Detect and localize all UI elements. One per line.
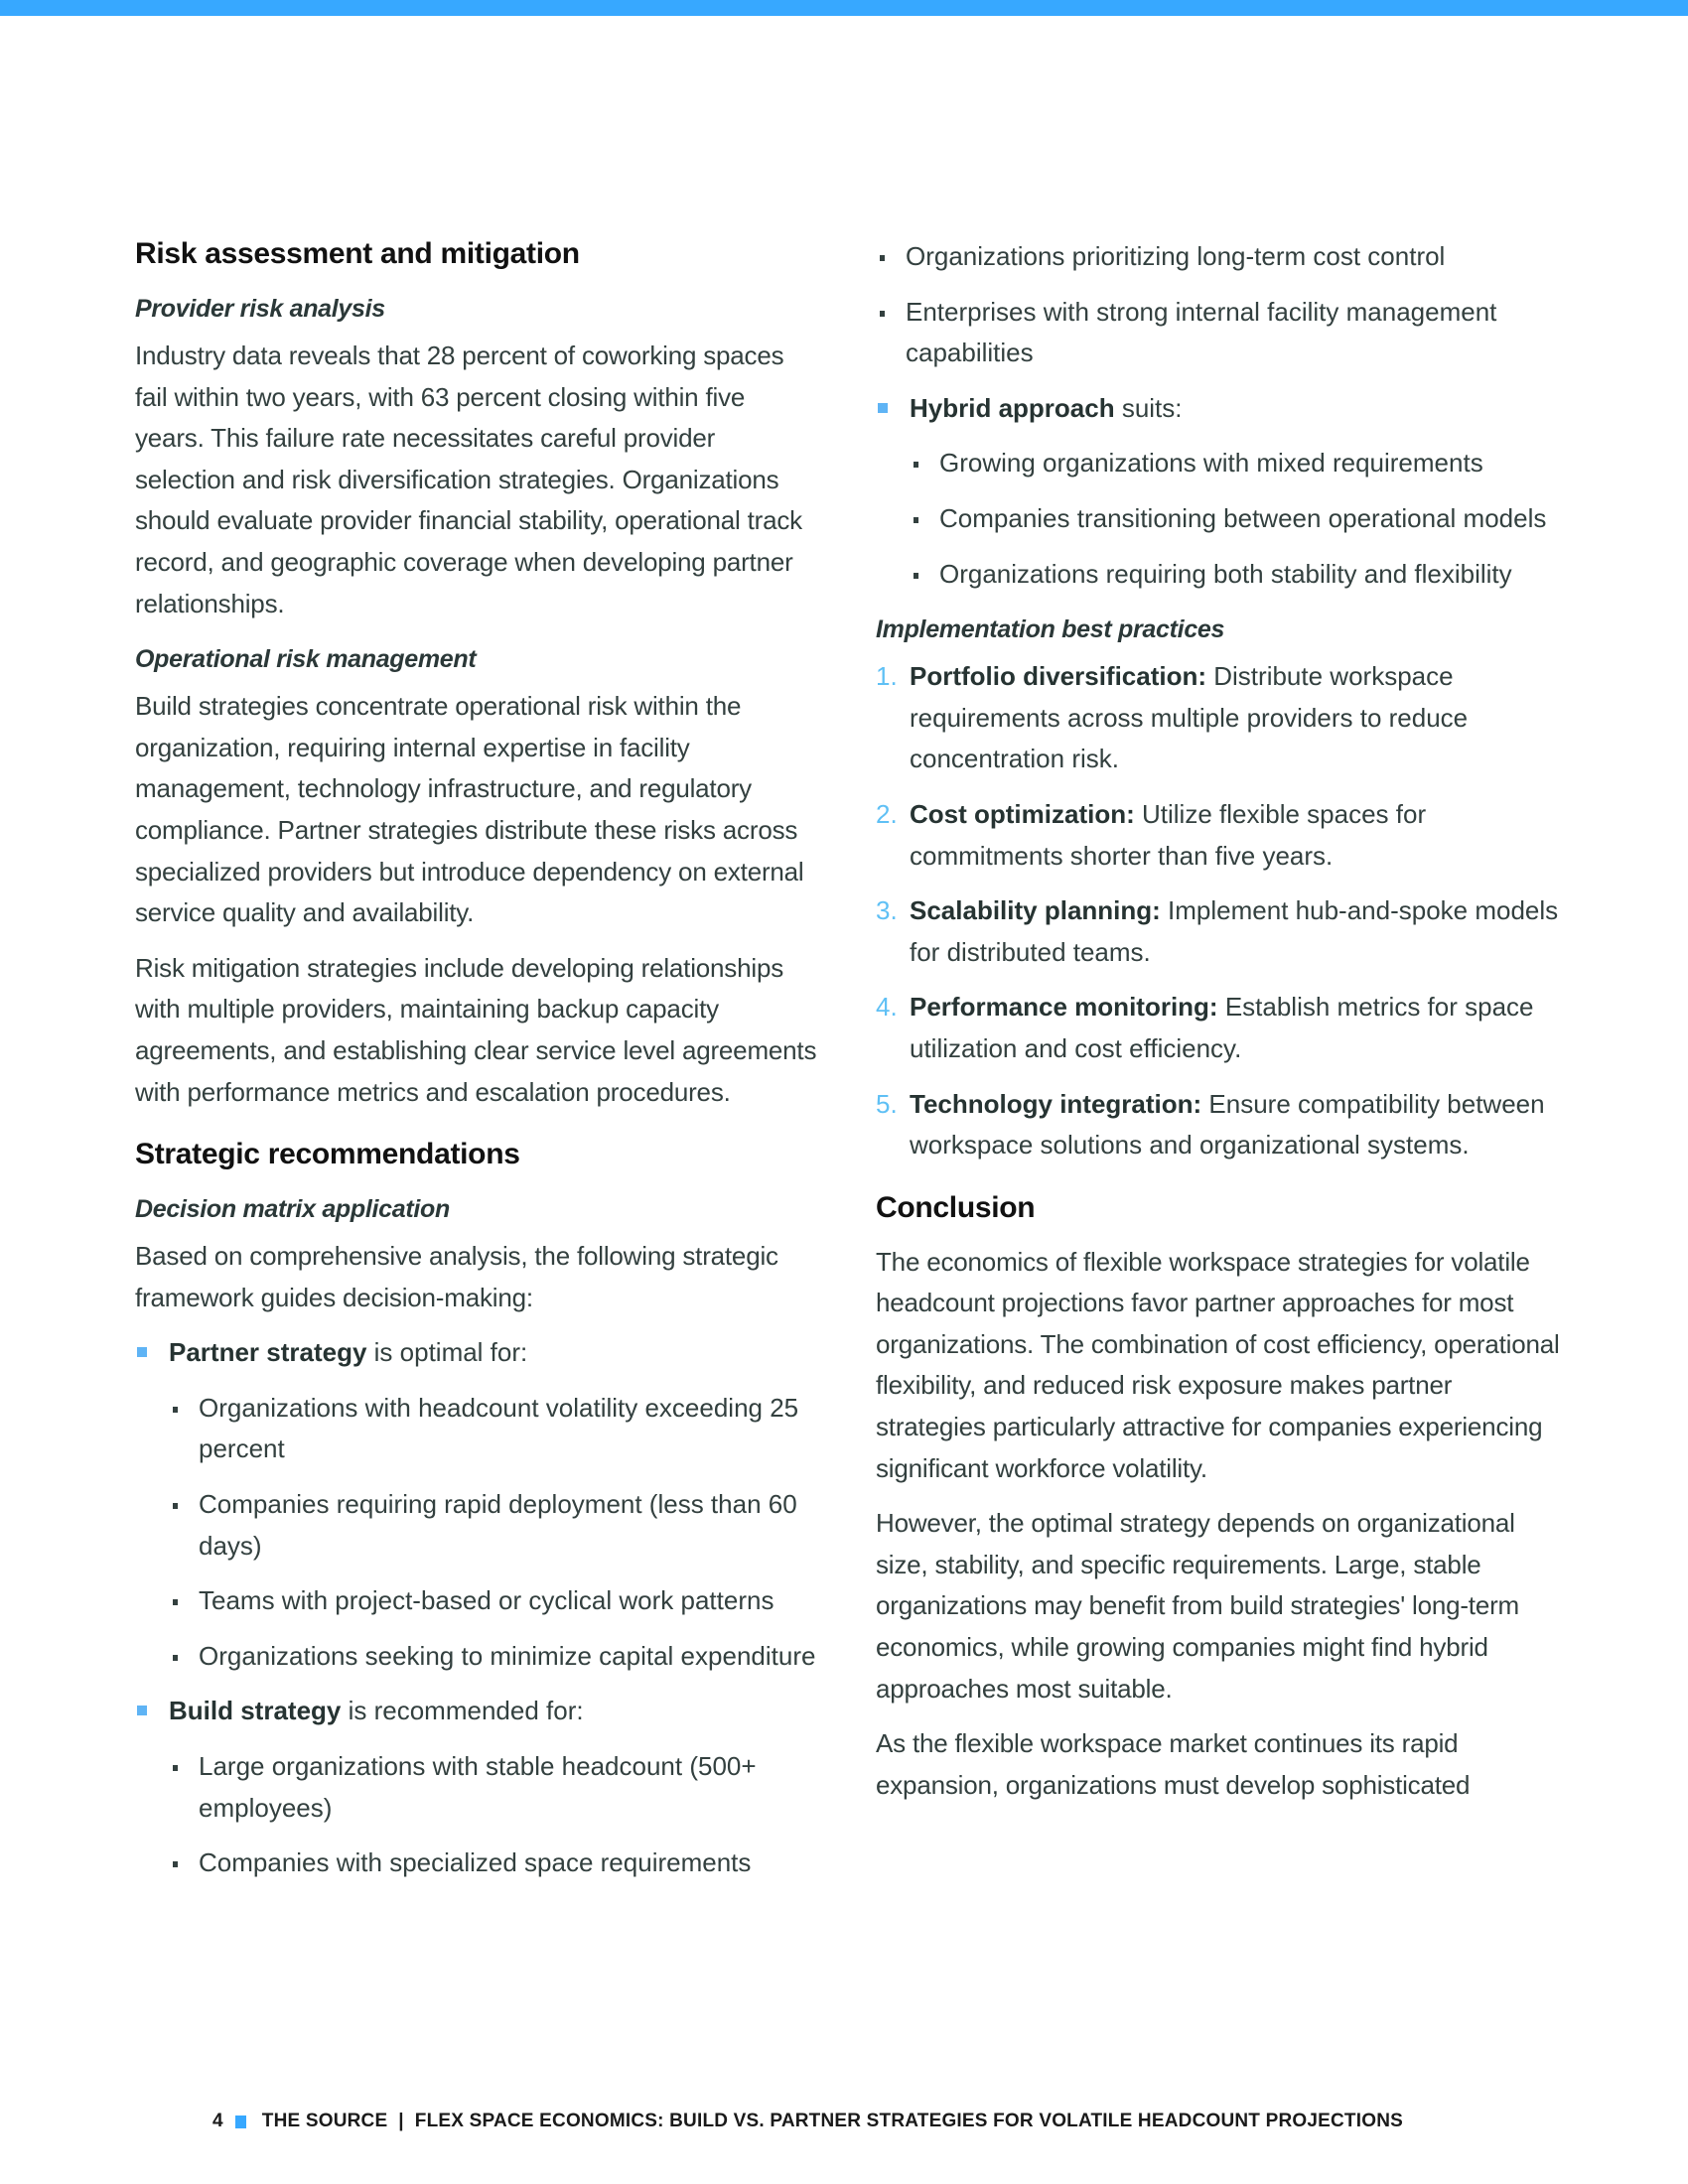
list-item [876, 236, 1561, 278]
bullet-dot-icon [914, 517, 918, 523]
practice-text: Implement hub-and-spoke models for distributed teams. [910, 895, 1559, 967]
practice-text: Ensure compatibility between workspace solutions and organizational systems. [910, 1088, 1545, 1160]
conclusion-paragraph-1: The economics of flexible workspace strategies for volatile headcount projections favor partner approaches for most organizations. The combination of cost efficiency, operational flexibility, and reduced risk exposure makes partner strategies particularly attractive for companies experiencing significant workforce volatility. [876, 1246, 1560, 1483]
bullet-dot-icon [173, 1503, 178, 1509]
bullet-dot-icon [914, 573, 918, 579]
list-item-text: Companies requiring rapid deployment (less than 60 days) [199, 1489, 797, 1561]
list-item [169, 1388, 820, 1470]
hybrid-sublist [910, 443, 1561, 595]
list-number: 2. [876, 798, 898, 829]
decision-matrix-paragraph: Based on comprehensive analysis, the following strategic framework guides decision-making: [135, 1241, 778, 1312]
practice-item [876, 656, 1561, 780]
practice-item [876, 794, 1561, 877]
list-item [910, 443, 1561, 484]
list-number: 5. [876, 1088, 898, 1119]
provider-risk-paragraph: Industry data reveals that 28 percent of coworking spaces fail within two years, with 63 percent closing within five years. This failure rate necessitates careful provider selection and risk diversification strategies. Organizations should evaluate provider financial stability, operational track record, and geographic coverage when developing partner relationships. [135, 341, 802, 618]
implementation-subheading: Implementation best practices [876, 615, 1225, 644]
list-item-text: Organizations seeking to minimize capital expenditure [199, 1640, 816, 1671]
build-strategy-sublist [169, 1746, 820, 1884]
hybrid-approach-suffix: suits: [1114, 392, 1183, 423]
list-item-text: Companies transitioning between operational models [939, 502, 1547, 533]
list-item-text: Growing organizations with mixed requirements [939, 448, 1483, 478]
practice-title: Scalability planning: [910, 895, 1161, 926]
practice-text: Utilize flexible spaces for commitments shorter than five years. [910, 798, 1427, 871]
practice-title: Cost optimization: [910, 798, 1135, 829]
build-strategy-label: Build strategy [169, 1696, 342, 1726]
list-number: 1. [876, 661, 898, 692]
partner-strategy-label: Partner strategy [169, 1337, 367, 1368]
list-item [910, 498, 1561, 540]
partner-strategy-item [135, 1332, 820, 1677]
bullet-dot-icon [173, 1655, 178, 1661]
operational-risk-paragraph: Build strategies concentrate operational risk within the organization, requiring internal expertise in facility management, technology infrastructure, and regulatory compliance. Partner strategies distribute these risks across specialized providers but introduce dependency on external service quality and availability. [135, 691, 804, 928]
practice-title: Technology integration: [910, 1088, 1202, 1119]
list-item-text: Organizations prioritizing long-term cost control [906, 241, 1446, 271]
square-bullet-icon [137, 1706, 147, 1715]
practice-title: Portfolio diversification: [910, 661, 1207, 692]
list-item [169, 1843, 820, 1884]
practice-item [876, 890, 1561, 973]
bullet-dot-icon [173, 1765, 178, 1771]
practice-item [876, 987, 1561, 1069]
build-strategy-suffix: is recommended for: [341, 1696, 584, 1726]
practice-item [876, 1084, 1561, 1166]
risk-mitigation-paragraph: Risk mitigation strategies include developing relationships with multiple providers, maintaining backup capacity agreements, and establishing clear service level agreements with performance metrics and escalation procedures. [135, 952, 817, 1107]
strategic-recommendations-heading: Strategic recommendations [135, 1138, 520, 1171]
list-item-text: Companies with specialized space requirements [199, 1847, 752, 1878]
footer-title: THE SOURCE | FLEX SPACE ECONOMICS: BUILD VS. PARTNER STRATEGIES FOR VOLATILE HEADCOUNT PROJECTIONS [261, 2111, 1403, 2131]
list-item [169, 1580, 820, 1622]
bullet-dot-icon [173, 1407, 178, 1413]
operational-risk-subheading: Operational risk management [135, 645, 477, 674]
practice-text: Distribute workspace requirements across multiple providers to reduce concentration risk. [910, 661, 1469, 774]
square-bullet-icon [878, 403, 888, 413]
best-practices-list [876, 656, 1561, 1166]
bullet-dot-icon [880, 255, 885, 261]
list-item [876, 292, 1561, 374]
bullet-dot-icon [914, 462, 918, 468]
hybrid-list [876, 388, 1561, 595]
hybrid-approach-item [876, 388, 1561, 595]
list-item-text: Organizations requiring both stability and flexibility [939, 558, 1512, 589]
list-number: 4. [876, 992, 898, 1023]
build-strategy-item [135, 1691, 820, 1883]
bullet-dot-icon [173, 1599, 178, 1605]
page-footer [212, 2111, 1403, 2132]
list-item [169, 1636, 820, 1678]
list-item-text: Large organizations with stable headcount (500+ employees) [199, 1751, 757, 1823]
list-item [169, 1484, 820, 1567]
hybrid-approach-label: Hybrid approach [910, 392, 1115, 423]
square-separator-icon [235, 2116, 246, 2128]
page-number: 4 [212, 2111, 223, 2131]
provider-risk-subheading: Provider risk analysis [135, 295, 385, 323]
bullet-dot-icon [880, 311, 885, 317]
top-accent-bar [0, 0, 1688, 16]
partner-strategy-suffix: is optimal for: [366, 1337, 528, 1368]
strategy-list [135, 1332, 820, 1884]
risk-assessment-heading: Risk assessment and mitigation [135, 237, 580, 270]
bullet-dot-icon [173, 1861, 178, 1867]
list-item [910, 554, 1561, 596]
list-item-text: Enterprises with strong internal facility management capabilities [906, 296, 1497, 368]
decision-matrix-subheading: Decision matrix application [135, 1195, 450, 1224]
right-column [876, 236, 1561, 1820]
list-number: 3. [876, 895, 898, 926]
partner-strategy-sublist [169, 1388, 820, 1678]
practice-title: Performance monitoring: [910, 992, 1218, 1023]
square-bullet-icon [137, 1347, 147, 1357]
list-item [169, 1746, 820, 1829]
conclusion-paragraph-2: However, the optimal strategy depends on organizational size, stability, and specific requirements. Large, stable organizations may benefit from build strategies' long-term economics, while growing companies might find hybrid approaches most suitable. [876, 1508, 1520, 1704]
build-strategy-sublist-continued [876, 236, 1561, 374]
left-column [135, 230, 820, 1898]
conclusion-heading: Conclusion [876, 1190, 1036, 1224]
conclusion-paragraph-3: As the flexible workspace market continues its rapid expansion, organizations must develop sophisticated [876, 1728, 1471, 1800]
list-item-text: Teams with project-based or cyclical work patterns [199, 1585, 774, 1616]
list-item-text: Organizations with headcount volatility exceeding 25 percent [199, 1392, 799, 1464]
practice-text: Establish metrics for space utilization and cost efficiency. [910, 992, 1534, 1063]
